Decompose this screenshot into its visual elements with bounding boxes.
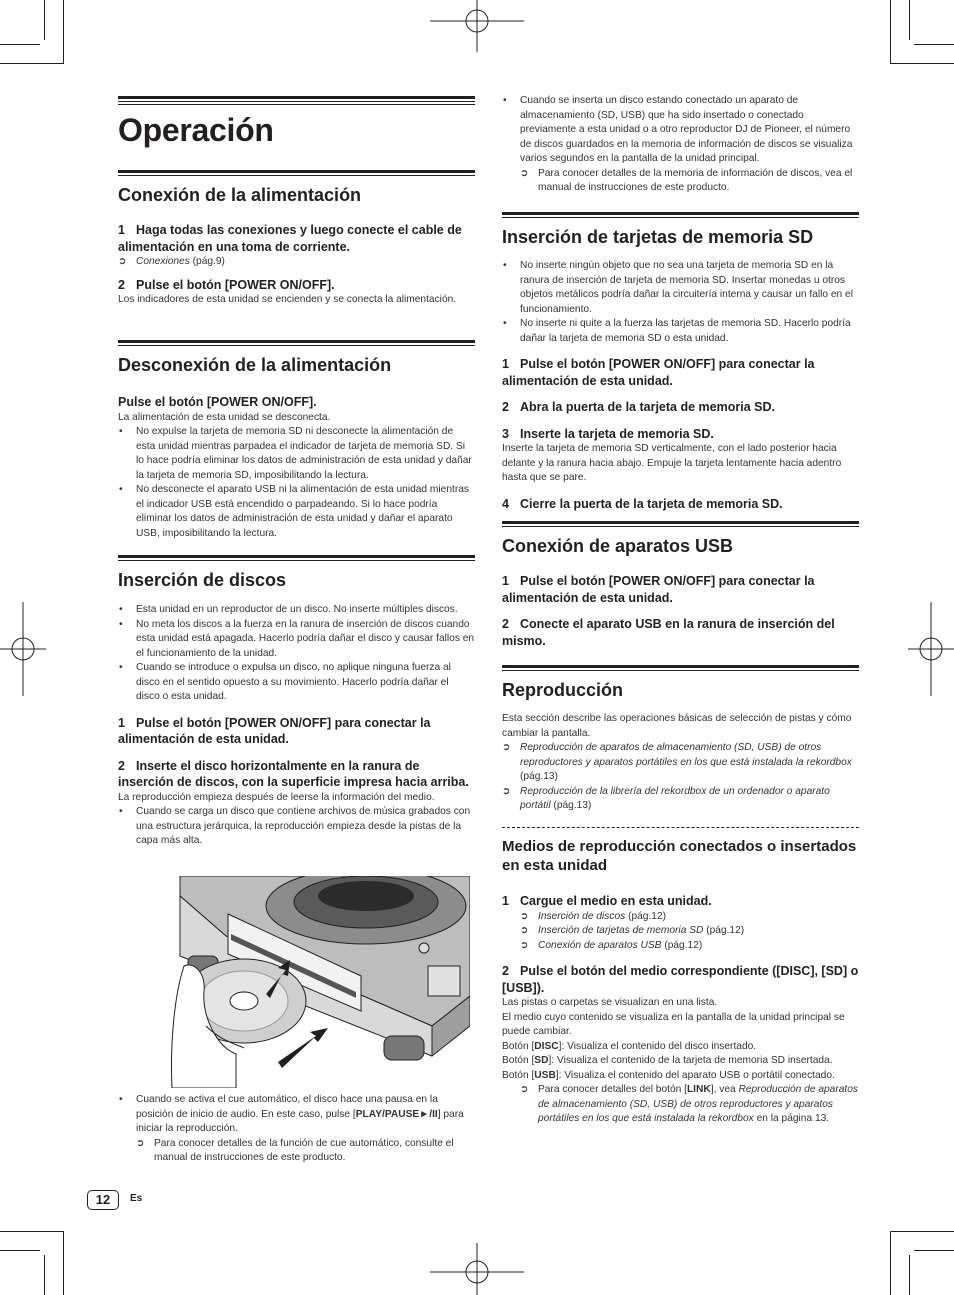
subsection-heading: Medios de reproducción conectados o insertados en esta unidad — [502, 838, 857, 874]
step: 1 Pulse el botón [POWER ON/OFF] para conectar la alimentación de esta unidad. — [502, 574, 815, 605]
step: 2 Pulse el botón del medio correspondiente ([DISC], [SD] o [USB]). — [502, 964, 859, 995]
section-disc-insert — [118, 555, 475, 849]
cross-reference: ➲ Para conocer detalles del botón [LINK], vea Reproducción de aparatos de almacenamiento (SD, USB) de otros reproductores y aparatos portátiles en los que está instalada la rekordbox en la página 13. — [520, 1084, 858, 1124]
title-rule — [118, 96, 475, 99]
bullet-item: • Esta unidad en un reproductor de un disco. No inserte múltiples discos. — [118, 603, 475, 618]
cross-reference[interactable]: ➲ Reproducción de aparatos de almacenamiento (SD, USB) de otros reproductores y aparatos portátiles en los que está instalada la rekordbox (pág.13) — [502, 742, 852, 782]
body-text: Los indicadores de esta unidad se encienden y se conecta la alimentación. — [118, 294, 457, 305]
section-heading: Inserción de tarjetas de memoria SD — [502, 227, 814, 247]
section-media — [502, 827, 859, 1127]
body-text: Inserte la tarjeta de memoria SD verticalmente, con el lado posterior hacia delante y la ranura hacia abajo. Empuje la tarjeta lentamente hacia adentro hasta que se pare. — [502, 443, 842, 483]
bullet-item: • No desconecte el aparato USB ni la alimentación de esta unidad mientras el indicador USB está encendido o parpadeando. Si lo hace podría eliminar los datos de administración de esta unidad y dañar el aparato USB, imposibilitando la lectura. — [118, 483, 475, 541]
crop-mark — [914, 44, 954, 45]
bullet-item: • Cuando se carga un disco que contiene archivos de música grabados con una estructura jerárquica, la reproducción empieza desde la pistas de la capa más alta. — [118, 805, 475, 849]
bullet-item: • Cuando se activa el cue automático, el disco hace una pausa en la posición de inicio de audio. En este caso, pulse [PLAY/PAUSE►/II] para iniciar la reproducción. — [118, 1093, 475, 1137]
registration-mark — [908, 602, 954, 696]
crop-mark — [890, 1231, 891, 1295]
step: 2 Inserte el disco horizontalmente en la ranura de inserción de discos, con la superficie impresa hacia arriba. — [118, 758, 469, 789]
crop-mark — [0, 1250, 40, 1251]
step: 4 Cierre la puerta de la tarjeta de memoria SD. — [502, 496, 783, 511]
crop-mark — [44, 1255, 45, 1295]
step: 2 Conecte el aparato USB en la ranura de inserción del mismo. — [502, 617, 835, 648]
crop-mark — [914, 1250, 954, 1251]
cross-reference: ➲ Conexiones (pág.9) — [118, 256, 225, 267]
cross-reference: ➲ Para conocer detalles de la función de cue automático, consulte el manual de instrucciones de este producto. — [136, 1137, 454, 1163]
section-heading: Conexión de aparatos USB — [502, 536, 734, 556]
crop-mark — [890, 0, 891, 64]
disc-memory-note — [502, 94, 859, 196]
crop-mark — [909, 0, 910, 40]
section-usb — [502, 521, 859, 649]
autocue-note — [118, 1093, 475, 1166]
step: 1 Pulse el botón [POWER ON/OFF] para conectar la alimentación de esta unidad. — [502, 357, 815, 388]
sd-button-desc: Botón [SD]: Visualiza el contenido de la tarjeta de memoria SD insertada. — [502, 1055, 833, 1066]
crop-mark — [0, 63, 64, 64]
registration-mark — [430, 0, 524, 52]
page-title: Operación — [118, 112, 274, 148]
cross-reference[interactable]: ➲ Inserción de tarjetas de memoria SD (pág.12) — [520, 925, 745, 936]
bullet-item: • Cuando se introduce o expulsa un disco, no aplique ninguna fuerza al disco en el sentido opuesto a su movimiento. Hacerlo podría dañar el disco o esta unidad. — [118, 661, 475, 705]
cross-reference: ➲ Para conocer detalles de la memoria de información de discos, vea el manual de instrucciones de este producto. — [520, 167, 853, 193]
bullet-item: • No inserte ningún objeto que no sea una tarjeta de memoria SD en la ranura de inserción de tarjeta de memoria SD. Insertar monedas u otros objetos metálicos podría dañar la circuitería interna y causar un fallo en el funcionamiento. — [502, 259, 859, 317]
step: 2 Pulse el botón [POWER ON/OFF]. — [118, 277, 335, 292]
body-text: Las pistas o carpetas se visualizan en una lista. — [502, 997, 718, 1008]
step: Pulse el botón [POWER ON/OFF]. — [118, 395, 317, 409]
bullet-item: • No expulse la tarjeta de memoria SD ni desconecte la alimentación de esta unidad mientras parpadea el indicador de tarjeta de memoria SD. Si lo hace podría eliminar los datos de administración de esta unidad y dañar la tarjeta de memoria SD, imposibilitando la lectura. — [118, 425, 475, 483]
bullet-item: • No inserte ni quite a la fuerza las tarjetas de memoria SD. Hacerlo podría dañar la tarjeta de memoria SD o esta unidad. — [502, 317, 859, 346]
bullet-item: • Cuando se inserta un disco estando conectado un aparato de almacenamiento (SD, USB) que ha sido insertado o conectado previamente a esta unidad o a otro reproductor DJ de Pioneer, el número de discos guardados en la memoria de información de discos se visualiza varios segundos en la pantalla de la unidad principal. — [502, 94, 859, 167]
title-rule — [118, 104, 475, 105]
section-power-on — [118, 170, 475, 308]
body-text: La reproducción empieza después de leerse la información del medio. — [118, 791, 435, 803]
body-text: Esta sección describe las operaciones básicas de selección de pistas y cómo cambiar la pantalla. — [502, 713, 852, 739]
page-number: 12 — [87, 1190, 119, 1210]
title-rule — [118, 101, 475, 102]
disc-insertion-illustration — [166, 876, 470, 1088]
cross-reference[interactable]: ➲ Conexión de aparatos USB (pág.12) — [520, 939, 703, 951]
body-text: La alimentación de esta unidad se desconecta. — [118, 411, 331, 423]
crop-mark — [890, 63, 954, 64]
step: 1 Pulse el botón [POWER ON/OFF] para conectar la alimentación de esta unidad. — [118, 715, 431, 746]
language-code: Es — [130, 1193, 143, 1204]
registration-mark — [0, 602, 46, 696]
section-heading: Desconexión de la alimentación — [118, 355, 392, 375]
section-power-off — [118, 340, 475, 541]
section-sd-card — [502, 212, 859, 512]
step: 2 Abra la puerta de la tarjeta de memoria SD. — [502, 400, 775, 414]
section-heading: Inserción de discos — [118, 570, 287, 590]
crop-mark — [44, 0, 45, 40]
section-heading: Reproducción — [502, 680, 624, 700]
cross-reference[interactable]: ➲ Inserción de discos (pág.12) — [520, 910, 667, 922]
bullet-item: • No meta los discos a la fuerza en la ranura de inserción de discos cuando esta unidad está apagada. Hacerlo podría dañar el disco y causar fallos en el funcionamiento de la unidad. — [118, 618, 475, 662]
crop-mark — [63, 0, 64, 64]
disc-button-desc: Botón [DISC]: Visualiza el contenido del disco insertado. — [502, 1040, 757, 1052]
section-playback — [502, 665, 859, 814]
crop-mark — [0, 44, 40, 45]
step: 1 Cargue el medio en esta unidad. — [502, 894, 712, 908]
crop-mark — [63, 1231, 64, 1295]
registration-mark — [430, 1243, 524, 1295]
step: 3 Inserte la tarjeta de memoria SD. — [502, 426, 714, 441]
crop-mark — [890, 1231, 954, 1232]
cross-reference[interactable]: ➲ Reproducción de la librería del rekordbox de un ordenador o aparato portátil (pág.13) — [502, 785, 830, 811]
crop-mark — [909, 1255, 910, 1295]
step: 1 Haga todas las conexiones y luego conecte el cable de alimentación en una toma de corriente. — [118, 223, 462, 254]
section-heading: Conexión de la alimentación — [118, 185, 362, 205]
crop-mark — [0, 1231, 64, 1232]
body-text: El medio cuyo contenido se visualiza en la pantalla de la unidad principal se puede cambiar. — [502, 1011, 845, 1037]
usb-button-desc: Botón [USB]: Visualiza el contenido del aparato USB o portátil conectado. — [502, 1069, 835, 1081]
